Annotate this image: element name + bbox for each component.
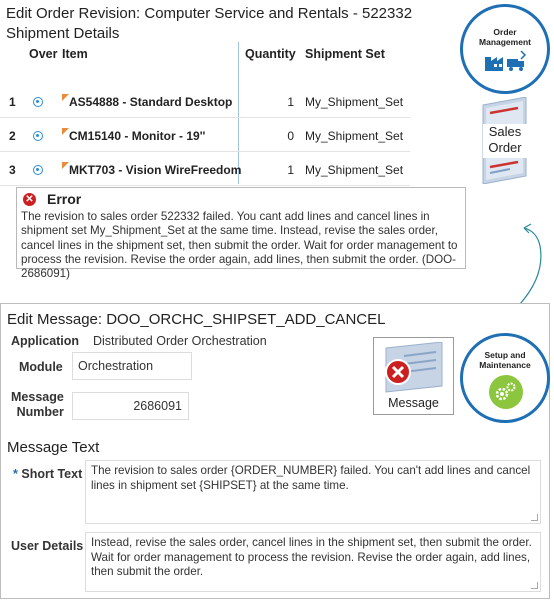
item-cell: CM15140 - Monitor - 19'' (69, 129, 206, 143)
row-number: 2 (9, 129, 16, 143)
setup-maintenance-badge (460, 333, 550, 423)
error-icon: ✕ (23, 193, 36, 206)
column-header-over[interactable]: Over (29, 47, 58, 61)
quantity-cell: 1 (287, 163, 294, 177)
sales-order-badge (480, 97, 528, 184)
sales-order-label: Sales Order (483, 124, 527, 158)
row-number: 3 (9, 163, 16, 177)
user-details-label: User Details (11, 539, 84, 553)
shipment-set-cell: My_Shipment_Set (305, 163, 404, 177)
message-badge-label: Message (388, 396, 439, 410)
edit-message-panel (0, 303, 550, 599)
message-badge (373, 337, 454, 415)
message-text-section-title: Message Text (7, 439, 100, 456)
table-row[interactable] (0, 118, 410, 152)
flag-icon (62, 162, 69, 169)
item-cell: AS54888 - Standard Desktop (69, 95, 233, 109)
user-details-field[interactable]: Instead, revise the sales order, cancel lines in the shipment set, then submit the order. Wait for order management to process the revision. Revise the order again, add lines, then submit the order. (85, 532, 541, 592)
radio-icon[interactable] (33, 97, 43, 107)
table-row[interactable] (0, 152, 410, 186)
radio-icon[interactable] (33, 165, 43, 175)
message-number-label: Message Number (11, 390, 64, 419)
error-title: Error (47, 191, 82, 207)
resize-handle-icon[interactable] (531, 582, 538, 589)
row-number: 1 (9, 95, 16, 109)
error-text: The revision to sales order 522332 failed. You cant add lines and cancel lines in shipment set My_Shipment_Set at the same time. Instead, revise the sales order, cancel lines in the shipment set, then submit the order. Wait for order management to process the revision. Revise the order again, add lines, then submit the order. (DOO-2686091) (21, 210, 458, 281)
gear-icon (488, 374, 524, 410)
message-page-title: Edit Message: DOO_ORCHC_SHIPSET_ADD_CANCEL (7, 311, 386, 328)
application-value: Distributed Order Orchestration (93, 334, 267, 348)
module-label: Module (19, 360, 63, 374)
short-text-label: * Short Text (13, 467, 83, 481)
required-mark: * (13, 467, 18, 481)
module-field[interactable]: Orchestration (72, 352, 192, 380)
order-management-badge (460, 4, 550, 94)
quantity-cell: 1 (287, 95, 294, 109)
radio-icon[interactable] (33, 131, 43, 141)
quantity-cell: 0 (287, 129, 294, 143)
flag-icon (62, 128, 69, 135)
column-header-shipment-set[interactable]: Shipment Set (305, 47, 385, 61)
factory-truck-icon (483, 49, 529, 73)
application-label: Application (11, 334, 80, 348)
table-row[interactable] (0, 84, 410, 118)
error-message-box (16, 187, 466, 281)
column-header-quantity[interactable]: Quantity (245, 47, 296, 61)
message-number-field[interactable]: 2686091 (72, 392, 189, 420)
shipment-set-cell: My_Shipment_Set (305, 129, 404, 143)
connector-arrow-icon (500, 218, 554, 308)
shipment-set-cell: My_Shipment_Set (305, 95, 404, 109)
error-document-icon (382, 342, 446, 394)
short-text-field[interactable]: The revision to sales order {ORDER_NUMBER} failed. You can't add lines and cancel lines in shipment set {SHIPSET} at the same time. (85, 460, 541, 524)
item-cell: MKT703 - Vision WireFreedom (69, 163, 242, 177)
section-title: Shipment Details (6, 25, 120, 42)
resize-handle-icon[interactable] (531, 514, 538, 521)
page-title: Edit Order Revision: Computer Service and Rentals - 522332 (6, 5, 413, 22)
badge-label: Order Management (479, 27, 531, 47)
badge-label: Setup and Maintenance (479, 350, 531, 370)
column-header-item[interactable]: Item (62, 47, 88, 61)
flag-icon (62, 94, 69, 101)
